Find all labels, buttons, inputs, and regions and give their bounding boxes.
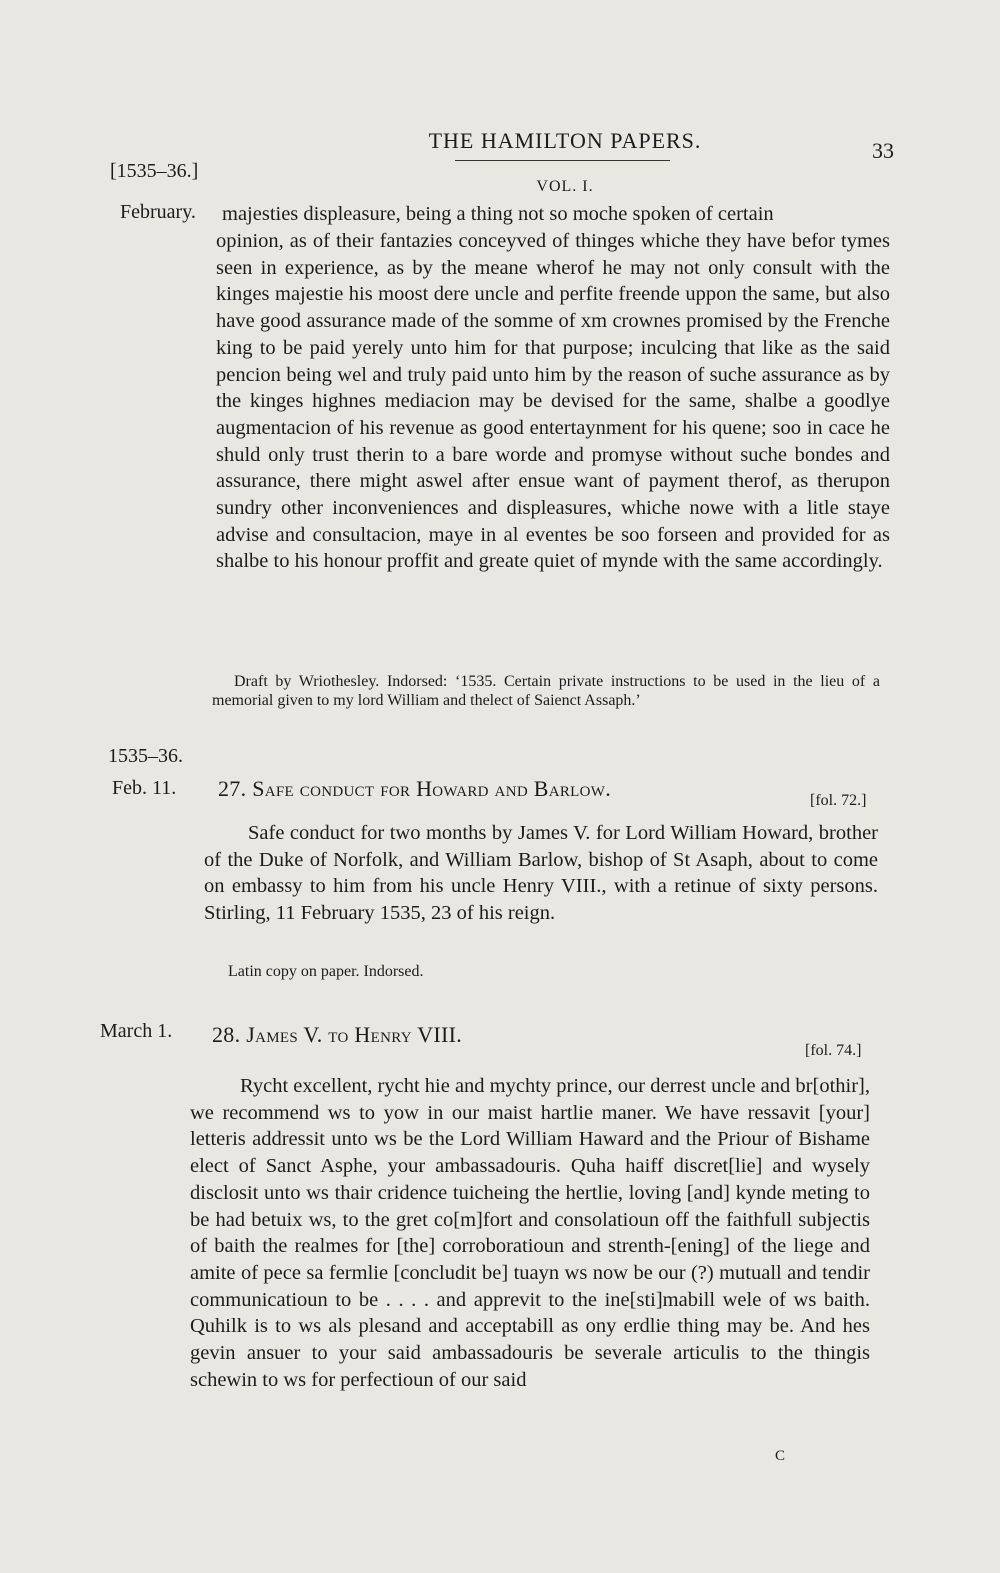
signature-mark: C [775,1448,786,1464]
entry27-folio: [fol. 72.] [810,792,867,809]
page-number: 33 [872,138,894,163]
entry28-folio: [fol. 74.] [805,1042,862,1059]
continued-first-line: majesties displeasure, being a thing not so moche spoken of certain [222,203,774,225]
draft-note: Draft by Wriothesley. Indorsed: ‘1535. Certain private instructions to be used in the lieu of a memorial given to my lord William and thelect of Saienct Assaph.’ [212,673,880,709]
entry27-year: 1535–36. [108,745,183,767]
continued-paragraph: opinion, as of their fantazies conceyved of thinges whiche they have befor tymes seen in experience, as by the meane wherof he may not only consult with the kinges majestie his moost dere uncle and perfite freende uppon the same, but also have good assurance made of the somme of xm crownes promised by the Frenche king to be paid yerely unto him for that purpose; inculcing that like as the said pencion being wel and truly paid unto him by the reason of suche assurance as by the kinges highnes mediacion may be devised for the same, shalbe a goodlye augmentacion of his revenue as good entertaynment for his quene; soo in cace he shuld only trust therin to a bare worde and promyse without suche bondes and assurance, there might aswel after ensue want of payment therof, as therupon sundry other inconveniences and displeasures, whiche nowe with a litle staye advise and consultacion, maye in al eventes be soo forseen and provided for as shalbe to his honour proffit and greate quiet of mynde with the same accordingly. [216,230,890,573]
running-title: THE HAMILTON PAPERS. [428,128,702,153]
margin-year: [1535–36.] [110,160,199,182]
entry28-body: Rycht excellent, rycht hie and mychty prince, our derrest uncle and br[othir], we recommend ws to yow in our maist hartlie maner. We have ressavit [your] letteris addressit unto ws be the Lord William Haward and the Priour of Bishame elect of Sanct Asphe, your ambassadouris. Quha haiff discret[lie] and wysely disclosit unto ws thair cridence tuicheing the hertlie, loving [and] kynde meting to be had betuix ws, to the gret co[m]fort and consolatioun off the faithfull subjectis of baith the realmes for [the] corroboratioun and strenth-[ening] of the liege and amite of pece sa fermlie [concludit be] tuayn ws now be our (?) mutuall and tendir communicatioun to be . . . . and apprevit to the ine[sti]mabill wele of ws baith. Quhilk is to ws als plesand and acceptabill as ony erdlie thing may be. And hes gevin ansuer to your said ambassadouris be severale articulis to the thingis schewin to ws for perfectioun of our said [190,1075,870,1391]
entry27-title: Safe conduct for Howard and Barlow. [252,776,612,801]
entry28-title: James V. to Henry VIII. [246,1022,463,1047]
entry28-number: 28. [212,1022,241,1047]
title-rule [455,160,670,161]
entry27-number: 27. [218,776,247,801]
entry27-body: Safe conduct for two months by James V. for Lord William Howard, brother of the Duke of Norfolk, and William Barlow, bishop of St Asaph, about to come on embassy to him from his uncle Henry VIII., with a retinue of sixty persons. Stirling, 11 February 1535, 23 of his reign. [204,822,878,925]
entry28-heading [212,1022,462,1048]
entry27-date: Feb. 11. [112,777,177,799]
entry28-date: March 1. [100,1020,173,1042]
entry27-heading [218,776,611,802]
entry27-note: Latin copy on paper. Indorsed. [228,963,424,980]
volume-label: VOL. I. [536,178,594,195]
margin-month: February. [120,201,196,223]
